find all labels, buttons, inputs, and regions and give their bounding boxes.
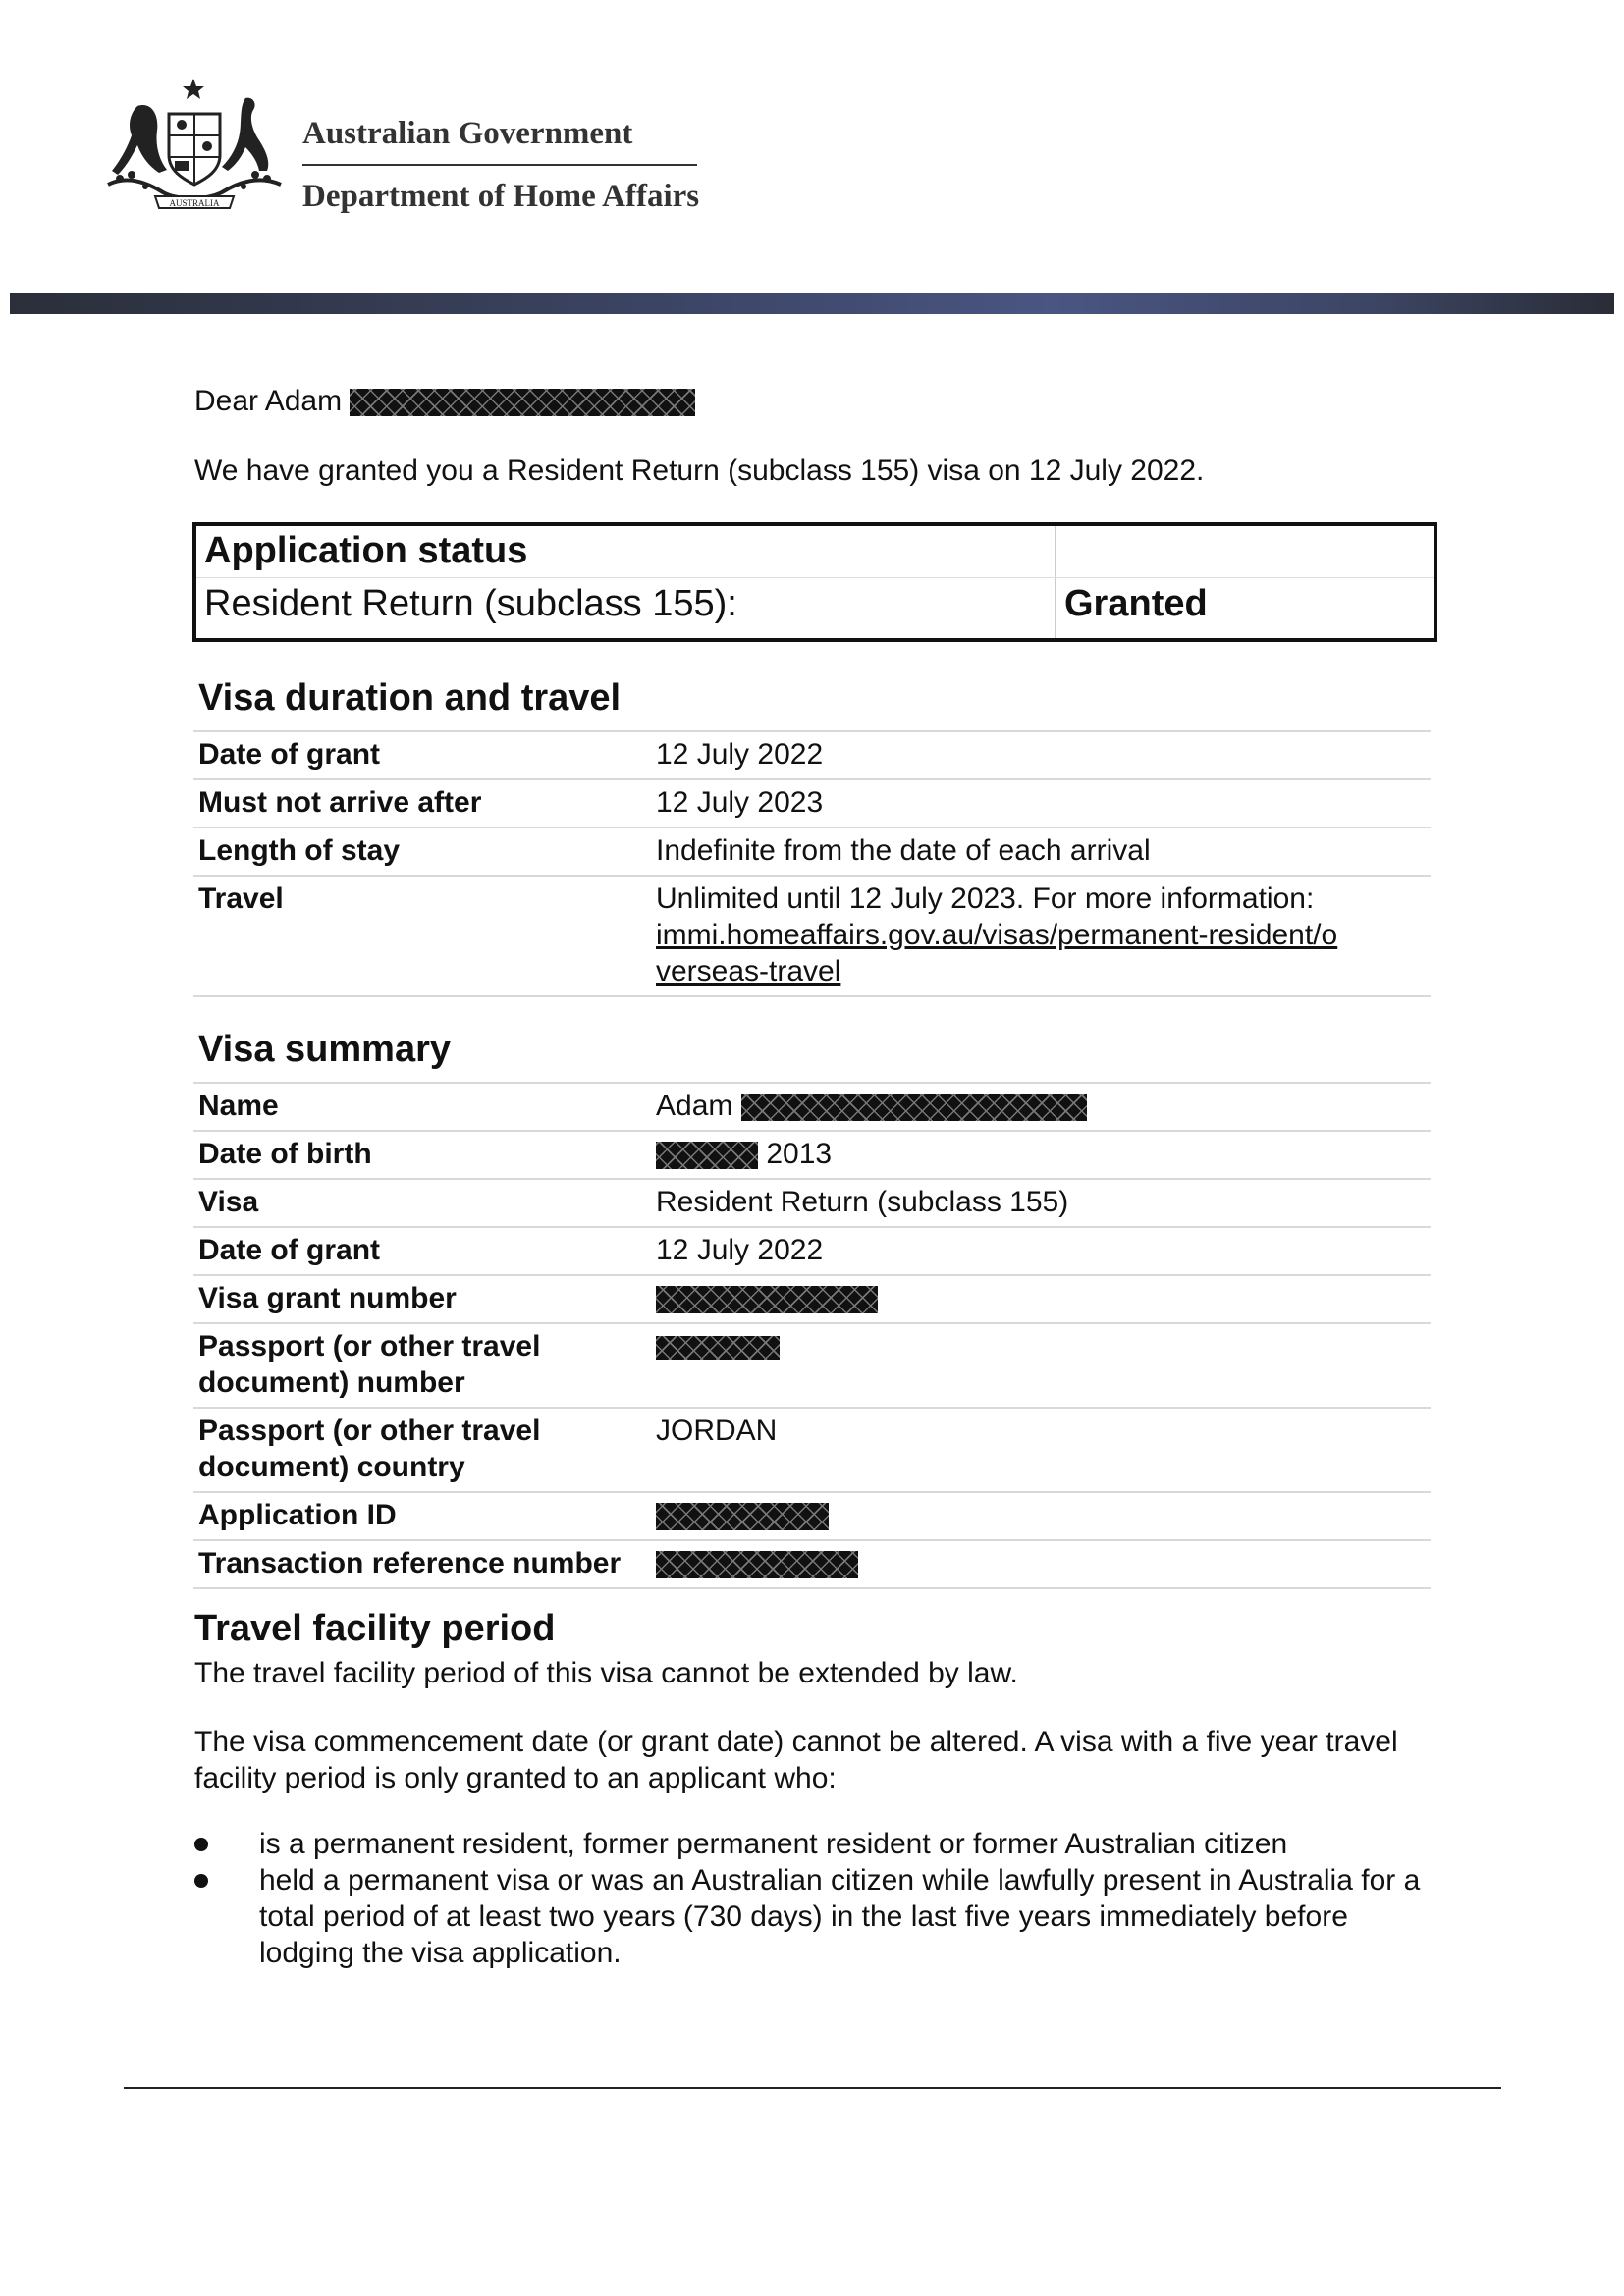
application-status-value: Granted [1064,583,1208,624]
application-status-label: Resident Return (subclass 155): [204,583,737,624]
redacted-application-id [656,1503,829,1530]
application-status-title: Application status [204,530,528,571]
table-row [193,1540,1431,1588]
name-value: Adam [656,1090,733,1122]
status-row-divider [196,577,1434,578]
department-name: Department of Home Affairs [302,179,700,214]
table-row [193,1179,1431,1227]
crest-banner-text: AUSTRALIA [169,198,220,208]
visa-summary-table [193,1082,1431,1589]
travel-facility-heading: Travel facility period [194,1608,556,1649]
list-item [194,1862,1436,1971]
table-row [193,1275,1431,1323]
row-value: JORDAN [650,1408,1431,1492]
row-key: Date of grant [193,1227,650,1275]
table-row [193,1323,1431,1408]
eligibility-list [194,1826,1436,1971]
table-row [193,1408,1431,1492]
coat-of-arms-icon [98,77,290,219]
greeting-text: Dear Adam [194,385,343,417]
row-key: Application ID [193,1492,650,1540]
row-key: Date of grant [193,731,650,779]
table-row [193,1492,1431,1540]
row-value [650,1540,1431,1588]
birth-year: 2013 [766,1138,833,1170]
status-divider [1055,526,1056,638]
table-row [193,731,1431,779]
list-item-text: held a permanent visa or was an Australian citizen while lawfully present in Australia for a total period of at least two years (730 days) in the last five years immediately before lodging the visa application. [259,1864,1421,1969]
row-key: Name [193,1083,650,1131]
row-key: Date of birth [193,1131,650,1179]
row-key: Passport (or other travel document) country [193,1408,650,1492]
application-status-box [192,522,1437,642]
table-row [193,779,1431,828]
list-item [194,1826,1436,1862]
list-item-text: is a permanent resident, former permanent resident or former Australian citizen [259,1828,1288,1860]
travel-text: Unlimited until 12 July 2023. For more information: [656,882,1315,915]
visa-duration-heading: Visa duration and travel [198,677,622,719]
table-row [193,828,1431,876]
row-value: 12 July 2023 [650,779,1431,828]
travel-facility-paragraph-1: The travel facility period of this visa cannot be extended by law. [194,1657,1018,1689]
row-key: Visa grant number [193,1275,650,1323]
visa-summary-heading: Visa summary [198,1029,452,1070]
row-value: 12 July 2022 [650,731,1431,779]
redacted-transaction-reference [656,1551,858,1578]
redacted-surname [350,389,695,416]
overseas-travel-link[interactable]: immi.homeaffairs.gov.au/visas/permanent-resident/overseas-travel [656,919,1338,988]
row-key: Visa [193,1179,650,1227]
row-value [650,876,1431,996]
government-name: Australian Government [302,116,697,166]
row-value: 12 July 2022 [650,1227,1431,1275]
table-row [193,1131,1431,1179]
redacted-surname [741,1094,1087,1121]
redacted-passport-number [656,1336,780,1360]
table-row [193,876,1431,996]
row-value [650,1492,1431,1540]
row-key: Length of stay [193,828,650,876]
row-value [650,1323,1431,1408]
row-value [650,1131,1431,1179]
bullet-icon [194,1874,208,1888]
row-key: Transaction reference number [193,1540,650,1588]
visa-duration-table [193,730,1431,997]
redacted-birth-day-month [656,1142,758,1169]
redacted-visa-grant-number [656,1286,878,1313]
table-row [193,1227,1431,1275]
table-row [193,1083,1431,1131]
header-band [10,293,1614,314]
granted-sentence: We have granted you a Resident Return (subclass 155) visa on 12 July 2022. [194,454,1205,487]
row-value: Resident Return (subclass 155) [650,1179,1431,1227]
row-value [650,1083,1431,1131]
row-value: Indefinite from the date of each arrival [650,828,1431,876]
greeting [194,385,695,418]
footer-rule [124,2087,1501,2089]
bullet-icon [194,1838,208,1851]
row-key: Passport (or other travel document) number [193,1323,650,1408]
travel-facility-paragraph-2: The visa commencement date (or grant date) cannot be altered. A visa with a five year travel facility period is only granted to an applicant who: [194,1726,1398,1794]
row-key: Travel [193,876,650,996]
row-value [650,1275,1431,1323]
row-key: Must not arrive after [193,779,650,828]
